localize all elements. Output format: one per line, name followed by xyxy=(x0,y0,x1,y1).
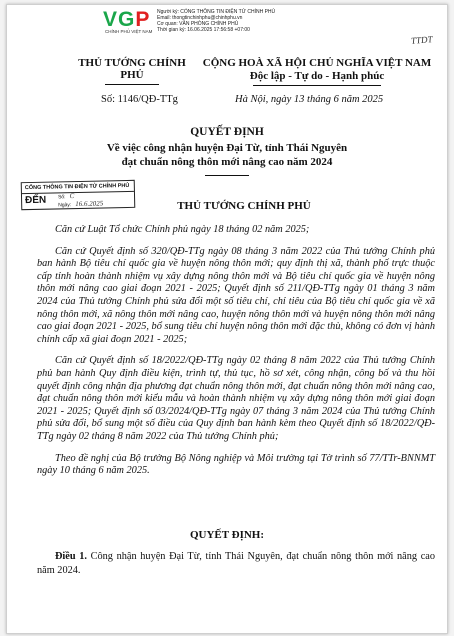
vgp-signature-badge xyxy=(103,8,276,35)
stamp-so-label: Số: xyxy=(57,194,66,201)
article-1 xyxy=(37,550,435,577)
signature-time: Thời gian ký: 16.06.2025 17:56:58 +07:00 xyxy=(157,27,250,33)
stamp-den-label: ĐẾN xyxy=(24,194,47,207)
national-motto: Độc lập - Tự do - Hạnh phúc xyxy=(249,70,385,82)
signature-signer: Người ký: CỔNG THÔNG TIN ĐIỆN TỬ CHÍNH PHỦ xyxy=(157,9,276,15)
digital-signature-info xyxy=(157,9,275,33)
vgp-logo: VGP xyxy=(103,8,151,31)
preamble-paragraph: Căn cứ Luật Tổ chức Chính phủ ngày 18 tháng 02 năm 2025; xyxy=(55,224,310,235)
national-name: CỘNG HOÀ XÃ HỘI CHỦ NGHĨA VIỆT NAM xyxy=(202,57,432,69)
preamble-paragraph: Căn cứ Quyết định số 320/QĐ-TTg ngày 08 tháng 3 năm 2022 của Thủ tướng Chính phủ ban hành Bộ tiêu chí quốc gia về huyện nông thôn mới; quy định thị xã, thành phố trực thuộc cấp tỉnh hoàn thành nhiệm vụ xây dựng nông thôn mới và Bộ tiêu chí quốc gia về huyện nông thôn mới nâng cao giai đoạn 2021 - 2025; Quyết định số 211/QĐ-TTg ngày 01 tháng 3 năm 2024 của Thủ tướng Chính phủ sửa đổi một số tiêu chí, chỉ tiêu của Bộ tiêu chí quốc gia về xã nông thôn mới, xã nông thôn mới nâng cao, huyện nông thôn mới và huyện nông thôn mới nâng cao giai đoạn 2021 - 2025, bổ sung tiêu chí huyện nông thôn mới đặc thù, không có đơn vị hành chính cấp xã giai đoạn 2021 - 2025; xyxy=(37,245,435,345)
issuer-name: THỦ TƯỚNG CHÍNH PHỦ xyxy=(78,57,186,81)
motto-underline xyxy=(253,85,381,86)
handwritten-mark: TTDT xyxy=(410,34,433,46)
preamble xyxy=(37,224,435,485)
preamble-paragraph: Theo đề nghị của Bộ trưởng Bộ Nông nghiệp và Môi trường tại Tờ trình số 77/TTr-BNNMT ngày 10 tháng 6 năm 2025. xyxy=(37,452,435,477)
article-1-label: Điều 1. xyxy=(55,551,87,562)
document-page xyxy=(6,4,448,634)
subject-line-1: Về việc công nhận huyện Đại Từ, tỉnh Thái Nguyên xyxy=(106,142,348,154)
signature-agency: Cơ quan: VĂN PHÒNG CHÍNH PHỦ xyxy=(157,21,239,27)
stamp-so-value: C xyxy=(69,192,75,201)
national-header xyxy=(197,57,437,86)
stamp-ngay-label: Ngày: xyxy=(58,201,72,208)
document-date: Hà Nội, ngày 13 tháng 6 năm 2025 xyxy=(235,94,384,105)
document-subject xyxy=(7,141,447,176)
subject-line-2: đạt chuẩn nông thôn mới nâng cao năm 2024 xyxy=(121,156,333,168)
issuer-title: THỦ TƯỚNG CHÍNH PHỦ xyxy=(177,200,311,212)
stamp-ngay-value: 16.6.2025 xyxy=(75,198,104,208)
issuer-header xyxy=(67,57,197,85)
article-1-text: Công nhận huyện Đại Từ, tỉnh Thái Nguyên, đạt chuẩn nông thôn mới nâng cao năm 2024. xyxy=(37,551,435,576)
stamp-agency: CỔNG THÔNG TIN ĐIỆN TỬ CHÍNH PHỦ xyxy=(22,181,134,194)
vgp-logo-subtitle: CHÍNH PHỦ VIỆT NAM xyxy=(105,29,153,34)
subject-underline xyxy=(205,175,249,176)
decision-heading: QUYẾT ĐỊNH: xyxy=(189,529,265,541)
document-title: QUYẾT ĐỊNH xyxy=(190,126,264,138)
document-number: Số: 1146/QĐ-TTg xyxy=(101,94,178,105)
preamble-paragraph: Căn cứ Quyết định số 18/2022/QĐ-TTg ngày 02 tháng 8 năm 2022 của Thủ tướng Chính phủ ban hành Quy định điều kiện, trình tự, thủ tục, hồ sơ xét, công nhận, công bố và thu hồi quyết định công nhận địa phương đạt chuẩn nông thôn mới, đạt chuẩn nông thôn mới nâng cao, đạt chuẩn nông thôn mới kiểu mẫu và hoàn thành nhiệm vụ xây dựng nông thôn mới giai đoạn 2021 - 2025; Quyết định số 03/2024/QĐ-TTg ngày 07 tháng 3 năm 2024 của Thủ tướng Chính phủ sửa đổi, bổ sung một số điều của Quy định ban hành kèm theo Quyết định số 18/2022/QĐ-TTg ngày 02 tháng 8 năm 2022 của Thủ tướng Chính phủ; xyxy=(37,355,435,442)
issuer-underline xyxy=(105,84,159,85)
signature-email: Email: thongtinchinhphu@chinhphu.vn xyxy=(157,15,243,21)
